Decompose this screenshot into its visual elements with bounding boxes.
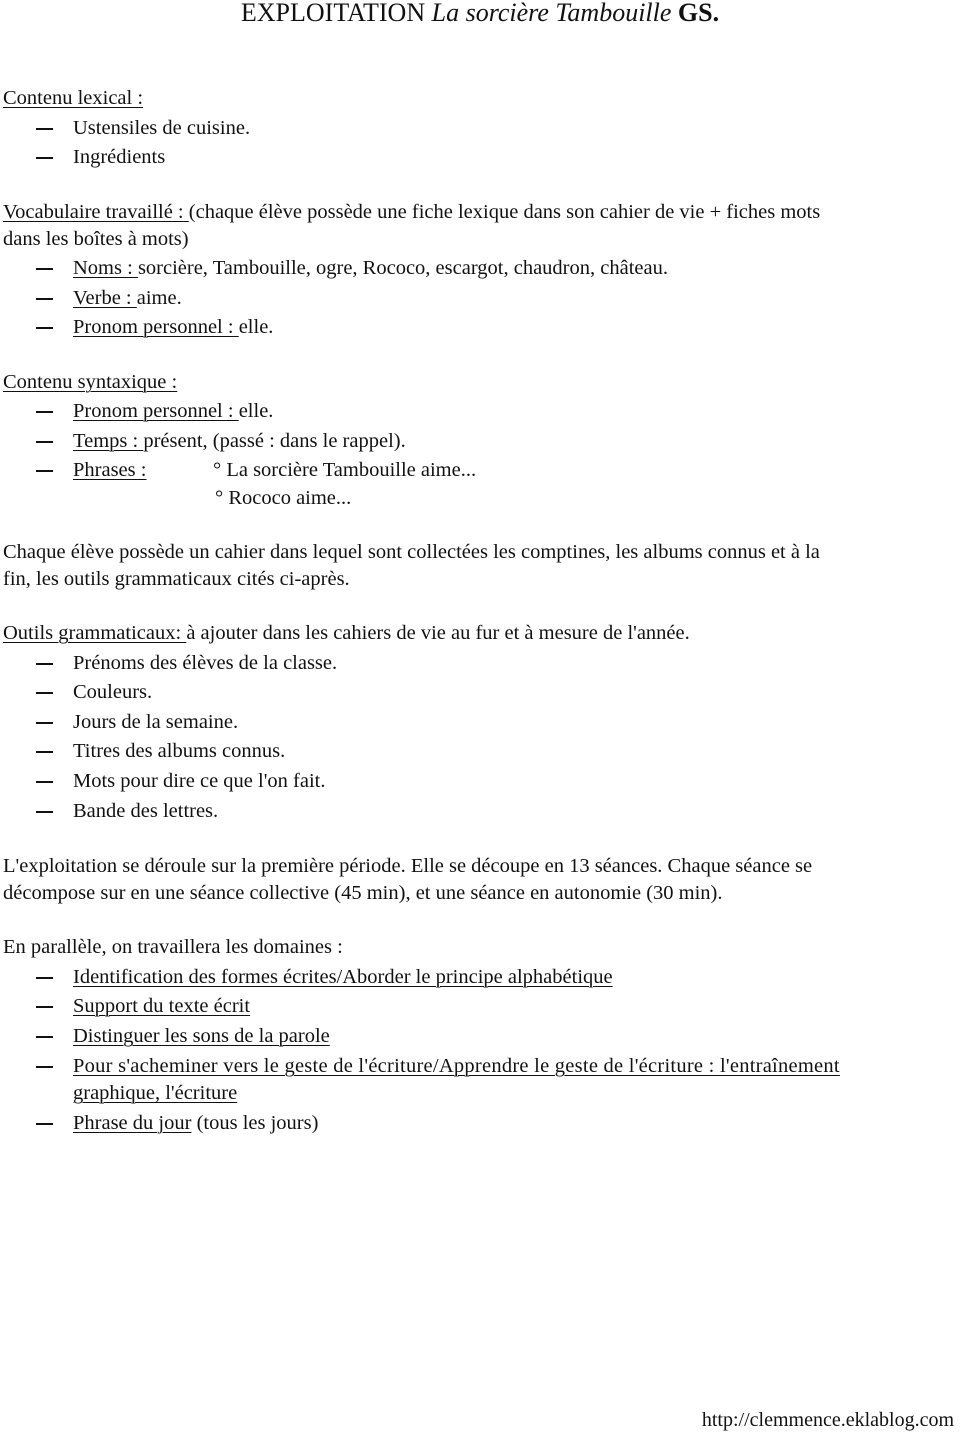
- list-item: Titres des albums connus.: [73, 740, 286, 762]
- list-item: Support du texte écrit: [73, 995, 251, 1017]
- list-item: Ustensiles de cuisine.: [73, 117, 251, 139]
- list-item: Mots pour dire ce que l'on fait.: [73, 770, 326, 792]
- list-item: Distinguer les sons de la parole: [73, 1025, 330, 1047]
- dash-bullet: [36, 298, 53, 300]
- dash-bullet: [36, 663, 53, 665]
- phrase-example: ° La sorcière Tambouille aime...: [213, 459, 477, 481]
- heading-contenu-lexical: Contenu lexical :: [3, 87, 144, 109]
- list-item: Bande des lettres.: [73, 800, 219, 822]
- vocabulaire-intro: Vocabulaire travaillé : (chaque élève possède une fiche lexique dans son cahier de vie + fiches mots: [3, 201, 821, 223]
- paragraph-periode-line: décompose sur en une séance collective (45 min), et une séance en autonomie (30 min).: [3, 882, 723, 904]
- list-item: Pour s'acheminer vers le geste de l'écriture/Apprendre le geste de l'écriture : l'entraînement: [73, 1055, 840, 1077]
- heading-contenu-syntaxique: Contenu syntaxique :: [3, 371, 178, 393]
- footer-url: http://clemmence.eklablog.com: [701, 1409, 954, 1431]
- vocabulaire-intro-cont: dans les boîtes à mots): [3, 228, 189, 250]
- dash-bullet: [36, 751, 53, 753]
- dash-bullet: [36, 781, 53, 783]
- list-item: Phrases :: [73, 459, 147, 481]
- page-title: [0, 0, 960, 29]
- domaines-intro: En parallèle, on travaillera les domaines :: [3, 936, 343, 958]
- paragraph-periode-line: L'exploitation se déroule sur la première période. Elle se découpe en 13 séances. Chaque séance se: [3, 855, 813, 877]
- paragraph-cahier-line: fin, les outils grammaticaux cités ci-après.: [3, 568, 350, 590]
- dash-bullet: [36, 692, 53, 694]
- list-item: Phrase du jour (tous les jours): [73, 1112, 319, 1134]
- dash-bullet: [36, 811, 53, 813]
- dash-bullet: [36, 470, 53, 472]
- paragraph-cahier-line: Chaque élève possède un cahier dans lequel sont collectées les comptines, les albums connus et à la: [3, 541, 820, 563]
- dash-bullet: [36, 128, 53, 130]
- dash-bullet: [36, 327, 53, 329]
- list-item: Pronom personnel : elle.: [73, 400, 274, 422]
- list-item: Pronom personnel : elle.: [73, 316, 274, 338]
- dash-bullet: [36, 157, 53, 159]
- dash-bullet: [36, 1123, 53, 1125]
- list-item: Verbe : aime.: [73, 287, 182, 309]
- title-book: La sorcière Tambouille: [431, 0, 672, 27]
- dash-bullet: [36, 441, 53, 443]
- list-item: Identification des formes écrites/Aborder le principe alphabétique: [73, 966, 613, 988]
- title-prefix: EXPLOITATION: [240, 0, 432, 27]
- dash-bullet: [36, 268, 53, 270]
- phrase-example: ° Rococo aime...: [215, 487, 352, 509]
- dash-bullet: [36, 1006, 53, 1008]
- dash-bullet: [36, 722, 53, 724]
- list-item: Jours de la semaine.: [73, 711, 239, 733]
- list-item: Couleurs.: [73, 681, 153, 703]
- list-item: Noms : sorcière, Tambouille, ogre, Rococo, escargot, chaudron, château.: [73, 257, 668, 279]
- dash-bullet: [36, 411, 53, 413]
- list-item: Temps : présent, (passé : dans le rappel).: [73, 430, 406, 452]
- list-item-cont: graphique, l'écriture: [73, 1082, 238, 1104]
- dash-bullet: [36, 977, 53, 979]
- list-item: Prénoms des élèves de la classe.: [73, 652, 338, 674]
- list-item: Ingrédients: [73, 146, 166, 168]
- dash-bullet: [36, 1066, 53, 1068]
- title-level: GS.: [671, 0, 720, 27]
- outils-intro: Outils grammaticaux: à ajouter dans les cahiers de vie au fur et à mesure de l'année.: [3, 622, 690, 644]
- dash-bullet: [36, 1036, 53, 1038]
